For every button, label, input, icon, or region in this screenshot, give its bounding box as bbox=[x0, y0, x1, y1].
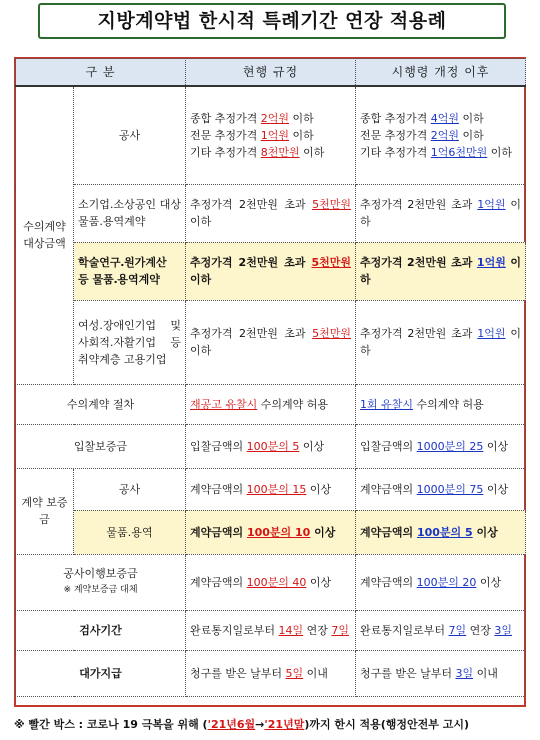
performance-bond-revised: 계약금액의 100분의 20 이상 bbox=[356, 554, 526, 610]
page-title: 지방계약법 한시적 특례기간 연장 적용례 bbox=[38, 3, 506, 39]
table-row bbox=[16, 86, 526, 184]
construction-current: 종합 추정가격 2억원 이하 전문 추정가격 1억원 이하 기타 추정가격 8천만원 이하 bbox=[186, 86, 356, 184]
header-current: 현행 규정 bbox=[186, 59, 356, 87]
footnote: ※ 빨간 박스 : 코로나 19 극복을 위해 ('21년6월→'21년말)까지 한시 적용(행정안전부 고시) bbox=[14, 718, 470, 731]
construction-label: 공사 bbox=[74, 86, 186, 184]
small-business-label: 소기업․소상공인 대상 물품․용역계약 bbox=[74, 184, 186, 242]
inspection-revised: 완료통지일로부터 7일 연장 3일 bbox=[356, 610, 526, 650]
header-category: 구 분 bbox=[16, 59, 186, 87]
women-disabled-revised: 추정가격 2천만원 초과 1억원 이하 bbox=[356, 300, 526, 384]
table-row bbox=[16, 424, 526, 468]
table-row bbox=[16, 650, 526, 696]
performance-bond-current: 계약금액의 100분의 40 이상 bbox=[186, 554, 356, 610]
contract-bond-goods-current: 계약금액의 100분의 10 이상 bbox=[186, 510, 356, 554]
bid-bond-current: 입찰금액의 100분의 5 이상 bbox=[186, 424, 356, 468]
women-disabled-label: 여성․장애인기업 및 사회적․자활기업 등 취약계층 고용기업 bbox=[74, 300, 186, 384]
payment-current: 청구를 받은 날부터 5일 이내 bbox=[186, 650, 356, 696]
table-row bbox=[16, 510, 526, 554]
bid-bond-revised: 입찰금액의 1000분의 25 이상 bbox=[356, 424, 526, 468]
small-business-current: 추정가격 2천만원 초과 5천만원 이하 bbox=[186, 184, 356, 242]
research-revised: 추정가격 2천만원 초과 1억원 이하 bbox=[356, 242, 526, 300]
table-header-row bbox=[16, 59, 526, 87]
table-row bbox=[16, 554, 526, 610]
table-row bbox=[16, 468, 526, 510]
table-row bbox=[16, 184, 526, 242]
payment-revised: 청구를 받은 날부터 3일 이내 bbox=[356, 650, 526, 696]
contract-bond-goods-label: 물품․용역 bbox=[74, 510, 186, 554]
inspection-label: 검사기간 bbox=[16, 610, 186, 650]
header-revised: 시행령 개정 이후 bbox=[356, 59, 526, 87]
procedure-label: 수의계약 절차 bbox=[16, 384, 186, 424]
inspection-current: 완료통지일로부터 14일 연장 7일 bbox=[186, 610, 356, 650]
research-current: 추정가격 2천만원 초과 5천만원 이하 bbox=[186, 242, 356, 300]
women-disabled-current: 추정가격 2천만원 초과 5천만원 이하 bbox=[186, 300, 356, 384]
table-row bbox=[16, 300, 526, 384]
small-business-revised: 추정가격 2천만원 초과 1억원 이하 bbox=[356, 184, 526, 242]
table-row bbox=[16, 384, 526, 424]
private-contract-group-label: 수의계약 대상금액 bbox=[16, 86, 74, 384]
performance-bond-label: 공사이행보증금 ※ 계약보증금 대체 bbox=[16, 554, 186, 610]
procedure-current: 재공고 유찰시 수의계약 허용 bbox=[186, 384, 356, 424]
contract-bond-construction-revised: 계약금액의 1000분의 75 이상 bbox=[356, 468, 526, 510]
comparison-table bbox=[15, 58, 526, 697]
construction-revised: 종합 추정가격 4억원 이하 전문 추정가격 2억원 이하 기타 추정가격 1억6천만원 이하 bbox=[356, 86, 526, 184]
table-row bbox=[16, 242, 526, 300]
contract-bond-construction-label: 공사 bbox=[74, 468, 186, 510]
payment-label: 대가지급 bbox=[16, 650, 186, 696]
performance-bond-note: ※ 계약보증금 대체 bbox=[63, 585, 138, 595]
contract-bond-group-label: 계약 보증금 bbox=[16, 468, 74, 554]
table-row bbox=[16, 610, 526, 650]
research-label: 학술연구․원가계산 등 물품․용역계약 bbox=[74, 242, 186, 300]
bid-bond-label: 입찰보증금 bbox=[16, 424, 186, 468]
procedure-revised: 1회 유찰시 수의계약 허용 bbox=[356, 384, 526, 424]
contract-bond-construction-current: 계약금액의 100분의 15 이상 bbox=[186, 468, 356, 510]
contract-bond-goods-revised: 계약금액의 100분의 5 이상 bbox=[356, 510, 526, 554]
